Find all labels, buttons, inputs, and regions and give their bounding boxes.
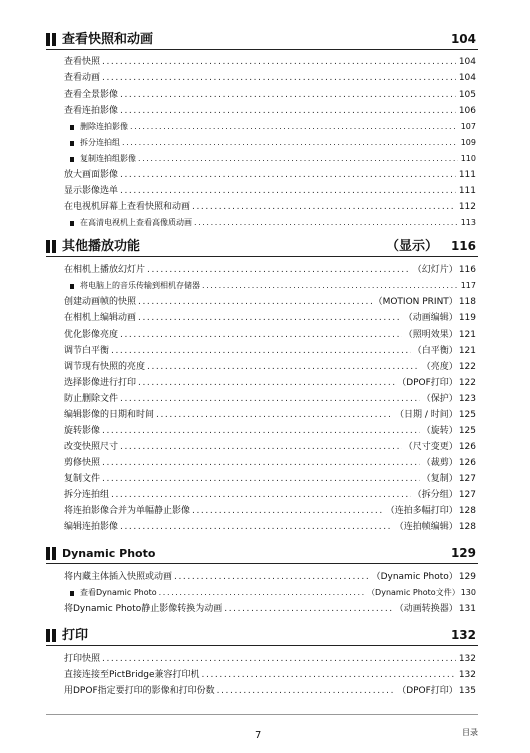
- leader-dots: [111, 344, 411, 358]
- bullet-icon: [70, 221, 74, 226]
- leader-dots: [120, 520, 393, 534]
- entry-page: 127: [458, 490, 476, 500]
- entry-label: 优化影像亮度: [64, 330, 119, 340]
- leader-dots: [120, 392, 420, 406]
- entry-label: 调节白平衡: [64, 346, 110, 356]
- entry-page: 128: [458, 522, 476, 532]
- section-note: （显示）: [385, 239, 438, 254]
- entry-page: 104: [458, 73, 476, 83]
- toc-entry[interactable]: [64, 71, 476, 85]
- entry-tag: （亮度）: [421, 362, 458, 372]
- toc-entry[interactable]: [64, 328, 476, 342]
- leader-dots: [120, 184, 456, 198]
- entry-label: 查看动画: [64, 73, 101, 83]
- leader-dots: [120, 168, 456, 182]
- section-header[interactable]: [46, 627, 478, 646]
- toc-entry[interactable]: [64, 456, 476, 470]
- entry-label: 选择影像进行打印: [64, 378, 137, 388]
- entry-label: 查看全景影像: [64, 90, 119, 100]
- entry-page: 125: [458, 410, 476, 420]
- entry-label: 在相机上编辑动画: [64, 313, 137, 323]
- leader-dots: [202, 279, 458, 293]
- toc-sub-entry[interactable]: [70, 136, 476, 150]
- toc-sub-entry[interactable]: [70, 152, 476, 166]
- leader-dots: [130, 120, 458, 134]
- leader-dots: [138, 295, 372, 309]
- leader-dots: [102, 472, 420, 486]
- entry-label: 在相机上播放幻灯片: [64, 265, 146, 275]
- leader-dots: [102, 55, 456, 69]
- entry-tag: （动画转换器）: [394, 604, 458, 614]
- leader-dots: [192, 504, 384, 518]
- entry-page: 128: [458, 506, 476, 516]
- entry-label: 将电脑上的音乐传输到相机存储器: [80, 281, 200, 290]
- entry-tag: （DPOF打印）: [397, 378, 458, 388]
- entry-tag: （尺寸变更）: [403, 442, 458, 452]
- entry-page: 118: [458, 297, 476, 307]
- entry-tag: （白平衡）: [412, 346, 458, 356]
- entry-label: 直接连接至PictBridge兼容打印机: [64, 670, 200, 680]
- toc-entry[interactable]: [64, 668, 476, 682]
- toc-entry[interactable]: [64, 168, 476, 182]
- entry-page: 111: [458, 186, 476, 196]
- leader-dots: [147, 360, 420, 374]
- toc-entry[interactable]: [64, 488, 476, 502]
- toc-entry[interactable]: [64, 376, 476, 390]
- entry-tag: （旋转）: [421, 426, 458, 436]
- leader-dots: [138, 311, 402, 325]
- section-bar-icon: [52, 547, 56, 560]
- entry-page: 110: [460, 154, 476, 163]
- entry-page: 125: [458, 426, 476, 436]
- entry-page: 132: [458, 670, 476, 680]
- section-page-number[interactable]: 116: [450, 239, 476, 253]
- leader-dots: [102, 424, 420, 438]
- entry-tag: （幻灯片）: [412, 265, 458, 275]
- entry-page: 106: [458, 106, 476, 116]
- entry-tag: （裁剪）: [421, 458, 458, 468]
- entry-tag: （复制）: [421, 474, 458, 484]
- entry-label: 编辑影像的日期和时间: [64, 410, 155, 420]
- entry-page: 132: [458, 654, 476, 664]
- page-number: 7: [255, 730, 262, 741]
- toc-entry[interactable]: [64, 295, 476, 309]
- toc-entry[interactable]: [64, 200, 476, 214]
- entry-tag: （动画编辑）: [403, 313, 458, 323]
- entry-page: 126: [458, 458, 476, 468]
- entry-tag: （Dynamic Photo）: [371, 572, 458, 582]
- toc-entry[interactable]: [64, 360, 476, 374]
- entry-tag: （Dynamic Photo文件）: [367, 588, 460, 597]
- footer-divider: [46, 714, 478, 715]
- entry-page: 122: [458, 378, 476, 388]
- entry-label: 改变快照尺寸: [64, 442, 119, 452]
- entry-label: 删除连拍影像: [80, 122, 128, 131]
- toc-entry[interactable]: [64, 104, 476, 118]
- toc-entry[interactable]: [64, 504, 476, 518]
- entry-page: 129: [458, 572, 476, 582]
- leader-dots: [120, 328, 402, 342]
- bullet-icon: [70, 284, 74, 289]
- entry-page: 107: [460, 122, 476, 131]
- entry-label: 将Dynamic Photo静止影像转换为动画: [64, 604, 223, 614]
- toc-sub-entry[interactable]: [70, 120, 476, 134]
- leader-dots: [156, 408, 393, 422]
- bullet-icon: [70, 591, 74, 596]
- entry-page: 130: [460, 588, 476, 597]
- toc-sub-entry[interactable]: [70, 216, 476, 230]
- entry-label: 复制文件: [64, 474, 101, 484]
- entry-page: 127: [458, 474, 476, 484]
- entry-label: 将连拍影像合并为单幅静止影像: [64, 506, 191, 516]
- toc-entry[interactable]: [64, 520, 476, 534]
- leader-dots: [120, 440, 402, 454]
- entry-page: 131: [458, 604, 476, 614]
- section-bar-icon: [46, 547, 50, 560]
- leader-dots: [102, 652, 456, 666]
- entry-page: 111: [458, 170, 476, 180]
- entry-page: 126: [458, 442, 476, 452]
- entry-label: 防止删除文件: [64, 394, 119, 404]
- leader-dots: [192, 200, 456, 214]
- leader-dots: [102, 71, 456, 85]
- entry-tag: （日期 / 时间）: [395, 410, 458, 420]
- toc-entry[interactable]: [64, 408, 476, 422]
- section-bar-icon: [46, 33, 50, 46]
- entry-label: 在电视机屏幕上查看快照和动画: [64, 202, 191, 212]
- section-header[interactable]: [46, 238, 478, 257]
- entry-label: 打印快照: [64, 654, 101, 664]
- entry-label: 查看Dynamic Photo: [80, 588, 157, 597]
- footer-toc-link[interactable]: 目录: [462, 728, 478, 737]
- section-title: 查看快照和动画: [62, 32, 154, 47]
- entry-tag: （保护）: [421, 394, 458, 404]
- toc-entry[interactable]: [64, 570, 476, 584]
- entry-page: 119: [458, 313, 476, 323]
- entry-label: 用DPOF指定要打印的影像和打印份数: [64, 686, 215, 696]
- section-page-number[interactable]: 129: [450, 546, 476, 560]
- toc-entry[interactable]: [64, 440, 476, 454]
- entry-page: 113: [460, 218, 476, 227]
- leader-dots: [217, 684, 396, 698]
- entry-tag: （MOTION PRINT）: [373, 297, 458, 307]
- entry-label: 旋转影像: [64, 426, 101, 436]
- section-header[interactable]: [46, 31, 478, 50]
- toc-entry[interactable]: [64, 602, 476, 616]
- toc-sub-entry[interactable]: [70, 586, 476, 600]
- toc-entry[interactable]: [64, 311, 476, 325]
- entry-label: 查看连拍影像: [64, 106, 119, 116]
- leader-dots: [120, 88, 456, 102]
- entry-page: 112: [458, 202, 476, 212]
- toc-entry[interactable]: [64, 184, 476, 198]
- leader-dots: [194, 216, 458, 230]
- entry-label: 显示影像选单: [64, 186, 119, 196]
- entry-page: 116: [458, 265, 476, 275]
- toc-entry[interactable]: [64, 472, 476, 486]
- section-bar-icon: [46, 629, 50, 642]
- bullet-icon: [70, 125, 74, 130]
- section-title: 打印: [62, 628, 89, 643]
- toc-entry[interactable]: [64, 263, 476, 277]
- entry-label: 复制连拍组影像: [80, 154, 136, 163]
- entry-page: 135: [458, 686, 476, 696]
- entry-page: 121: [458, 346, 476, 356]
- entry-page: 123: [458, 394, 476, 404]
- entry-label: 在高清电视机上查看高像质动画: [80, 218, 192, 227]
- entry-tag: （拆分组）: [412, 490, 458, 500]
- entry-label: 编辑连拍影像: [64, 522, 119, 532]
- leader-dots: [120, 104, 456, 118]
- leader-dots: [102, 456, 420, 470]
- leader-dots: [122, 136, 458, 150]
- entry-label: 放大画面影像: [64, 170, 119, 180]
- section-header[interactable]: [46, 545, 478, 564]
- section-bar-icon: [52, 629, 56, 642]
- entry-page: 122: [458, 362, 476, 372]
- bullet-icon: [70, 157, 74, 162]
- entry-tag: （照明效果）: [403, 330, 458, 340]
- section-title: 其他播放功能: [62, 239, 141, 254]
- entry-page: 117: [460, 281, 476, 290]
- leader-dots: [138, 376, 395, 390]
- toc-entry[interactable]: [64, 652, 476, 666]
- entry-label: 将内藏主体插入快照或动画: [64, 572, 173, 582]
- toc-entry[interactable]: [64, 55, 476, 69]
- entry-label: 调节现有快照的亮度: [64, 362, 146, 372]
- entry-tag: （DPOF打印）: [397, 686, 458, 696]
- section-bar-icon: [52, 33, 56, 46]
- entry-label: 创建动画帧的快照: [64, 297, 137, 307]
- entry-tag: （连拍多幅打印）: [385, 506, 458, 516]
- section-bar-icon: [52, 240, 56, 253]
- entry-label: 查看快照: [64, 57, 101, 67]
- toc-entry[interactable]: [64, 88, 476, 102]
- entry-page: 109: [460, 138, 476, 147]
- leader-dots: [159, 586, 365, 600]
- entry-tag: （连拍帧编辑）: [394, 522, 458, 532]
- toc-entry[interactable]: [64, 424, 476, 438]
- leader-dots: [138, 152, 458, 166]
- entry-page: 104: [458, 57, 476, 67]
- leader-dots: [224, 602, 393, 616]
- entry-page: 105: [458, 90, 476, 100]
- leader-dots: [111, 488, 411, 502]
- section-page-number[interactable]: 132: [450, 628, 476, 642]
- section-bar-icon: [46, 240, 50, 253]
- leader-dots: [147, 263, 411, 277]
- toc-entry[interactable]: [64, 344, 476, 358]
- toc-sub-entry[interactable]: [70, 279, 476, 293]
- toc-entry[interactable]: [64, 684, 476, 698]
- entry-label: 剪修快照: [64, 458, 101, 468]
- leader-dots: [174, 570, 370, 584]
- toc-entry[interactable]: [64, 392, 476, 406]
- bullet-icon: [70, 141, 74, 146]
- entry-page: 121: [458, 330, 476, 340]
- section-title: Dynamic Photo: [62, 547, 156, 560]
- leader-dots: [202, 668, 456, 682]
- entry-label: 拆分连拍组: [80, 138, 120, 147]
- entry-label: 拆分连拍组: [64, 490, 110, 500]
- section-page-number[interactable]: 104: [450, 32, 476, 46]
